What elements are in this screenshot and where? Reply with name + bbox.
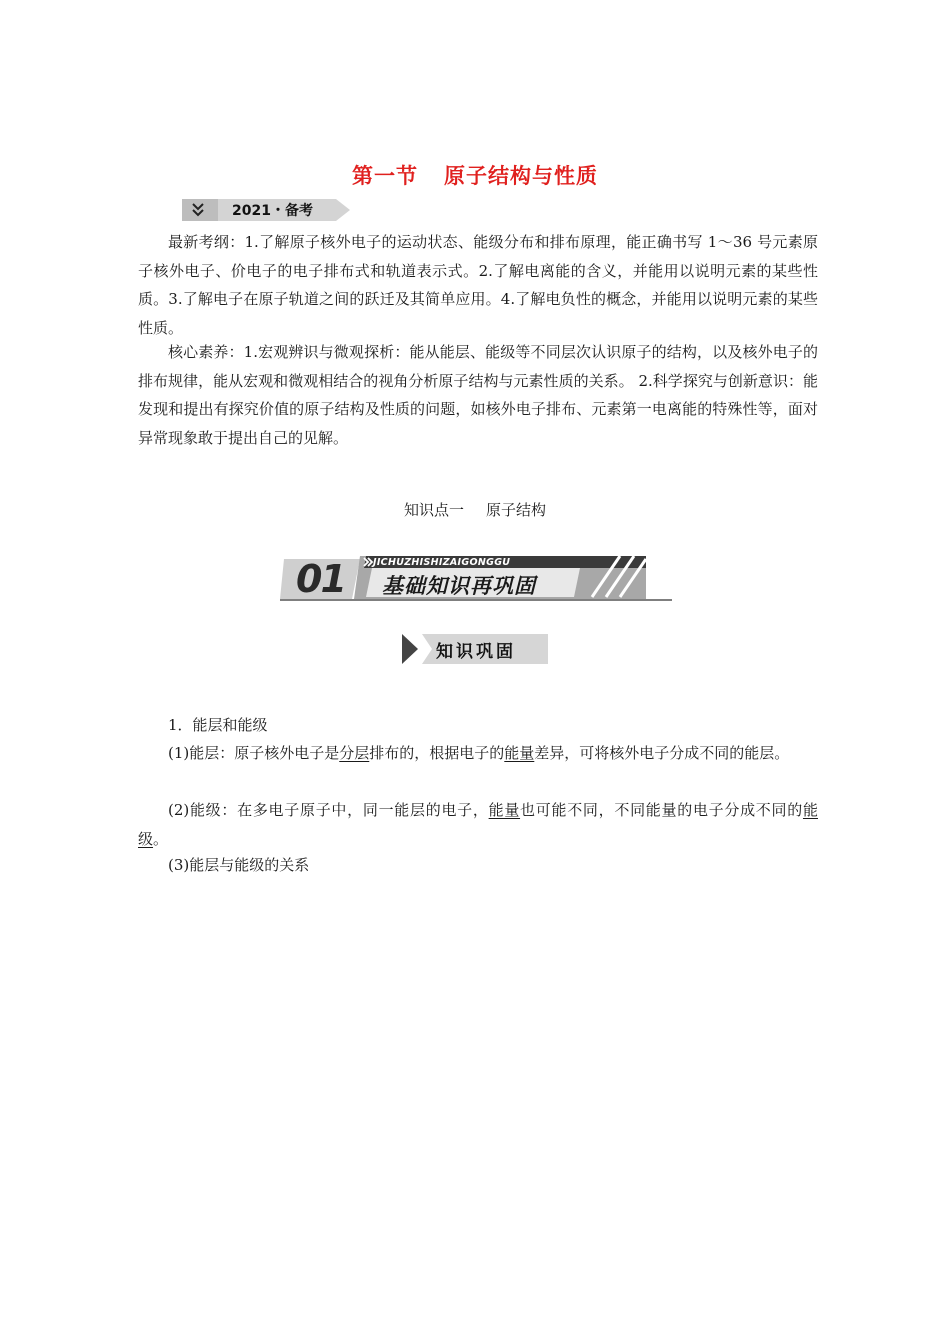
knowledge-consolidation-heading [402,634,552,664]
section-number: 第一节 [352,164,418,188]
item1-blank-1: 分层 [339,744,370,762]
item2-text-e: 。 [153,829,169,848]
exam-outline-paragraph: 最新考纲：1.了解原子核外电子的运动状态、能级分布和排布原理，能正确书写 1～36 号元素原子核外电子、价电子的电子排布式和轨道表示式。2.了解电离能的含义，并能用以说明元素的某些性质。3.了解电子在原子轨道之间的跃迁及其简单应用。4.了解电负性的概念，并能用以说明元素的某些性质。 [138,233,818,337]
item2-blank-1: 能量 [488,801,521,819]
arrow-right-icon [402,634,418,664]
page-title [0,160,950,190]
badge-label: 2021・备考 [232,203,313,219]
subhead-label: 知识巩固 [436,642,516,662]
item1-text-e: 差异，可将核外电子分成不同的能层。 [534,744,790,762]
banner-pinyin: JICHUZHISHIZAIGONGGU [373,557,511,568]
knowledge-point-topic: 原子结构 [486,501,547,519]
content-item-1 [138,739,818,768]
content-item-2 [138,796,818,853]
content-item-3: (3)能层与能级的关系 [168,856,310,874]
content-heading: 1．能层和能级 [168,716,268,734]
section-banner [280,553,672,603]
core-literacy-paragraph: 核心素养：1.宏观辨识与微观探析：能从能层、能级等不同层次认识原子的结构，以及核外电子的排布规律，能从宏观和微观相结合的视角分析原子结构与元素性质的关系。 2.科学探究与创新意识：能发现和提出有探究价值的原子结构及性质的问题，如核外电子排布、元素第一电离能的特殊性等，面对异常现象敢于提出自己的见解。 [138,343,818,447]
knowledge-point-heading [0,499,950,520]
item1-blank-2: 能量 [504,744,535,762]
item1-text-a: (1)能层：原子核外电子是 [168,744,340,762]
item2-text-c: 也可能不同，不同能量的电子分成不同的 [520,801,803,819]
item1-text-c: 排布的，根据电子的 [369,744,505,762]
item2-blank-2: 能级 [138,801,818,848]
banner-number: 01 [296,557,345,601]
section-title: 原子结构与性质 [444,164,598,188]
knowledge-point-label: 知识点一 [403,501,464,519]
item2-text-a: (2)能级：在多电子原子中，同一能层的电子， [168,801,489,819]
banner-title: 基础知识再巩固 [382,574,536,598]
exam-prep-badge [182,199,350,221]
